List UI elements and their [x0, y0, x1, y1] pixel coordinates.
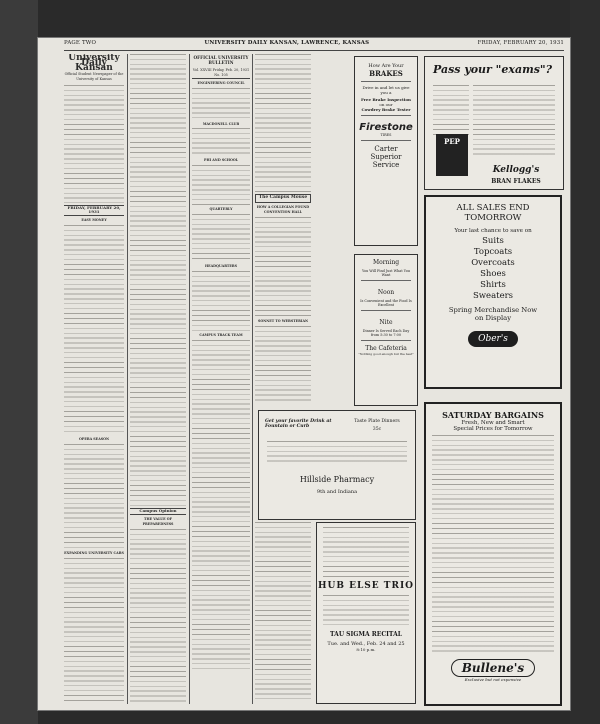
cafeteria-name: The Cafeteria — [365, 345, 407, 352]
opinion-text-2 — [130, 529, 186, 704]
cafeteria-nite: Nite — [379, 319, 393, 326]
cereal-box-image — [436, 134, 468, 176]
running-header — [64, 40, 564, 51]
cafeteria-nite-text: Dinner Is Served Each Day from 5:30 to 7:00 — [362, 329, 410, 337]
header-date: FRIDAY, FEBRUARY 20, 1931 — [477, 40, 564, 46]
lower-column — [255, 522, 311, 702]
trio-time: 8:10 p.m. — [356, 647, 376, 652]
pharmacy-ad — [258, 410, 416, 520]
brakes-headline: BRAKES — [369, 69, 403, 78]
bulletin-text — [192, 128, 250, 156]
brakes-line: Superior — [370, 153, 402, 161]
brakes-line: Service — [372, 161, 400, 169]
obers-item: Topcoats — [473, 247, 513, 257]
brakes-line: How Are Your — [368, 63, 404, 69]
bulletin-heading: ENGINEERING COUNCIL — [197, 80, 245, 85]
brakes-line: on our — [379, 102, 393, 107]
obers-logo: Ober's — [468, 331, 518, 347]
brakes-line: Free Brake Inspection — [361, 97, 411, 102]
kellogg-copy-left — [433, 85, 469, 135]
cafeteria-slogan: "Nothing good enough but the best" — [358, 352, 414, 356]
obers-item: Shoes — [480, 269, 506, 279]
bulletin-text — [192, 340, 250, 670]
cereal-box-label: PEP — [444, 137, 460, 146]
mouse-text-2 — [255, 326, 311, 404]
cafeteria-noon: Noon — [377, 289, 395, 296]
bullenes-tagline: Exclusive but not expensive — [464, 677, 522, 682]
paper-title: UNIVERSITY DAILY KANSAN, LAWRENCE, KANSAS — [204, 40, 370, 46]
editorial-heading-1: EASY MONEY — [81, 218, 107, 223]
trio-recital: TAU SIGMA RECITAL — [330, 631, 402, 638]
opinion-subheading: THE VALUE OF PREPAREDNESS — [142, 516, 174, 526]
bullenes-listings — [432, 435, 554, 655]
column-rule — [189, 54, 190, 704]
kellogg-headline: Pass your "exams"? — [433, 63, 553, 76]
editorial-text-3 — [64, 558, 124, 704]
cafeteria-ad — [354, 254, 418, 406]
opinion-column — [130, 54, 186, 704]
bulletin-heading: MACDONELL CLUB — [202, 121, 240, 126]
kellogg-product: BRAN FLAKES — [491, 178, 541, 185]
bullenes-h1: SATURDAY BARGAINS — [442, 410, 544, 420]
campus-opinion-heading: Campus Opinion — [130, 508, 186, 515]
brakes-line: Carter — [374, 145, 398, 153]
trio-ad — [316, 522, 416, 704]
kellogg-copy-right — [473, 85, 555, 157]
brakes-ad — [354, 56, 418, 246]
staff-box — [64, 85, 124, 203]
bullenes-h2: Fresh, New and Smart — [461, 420, 525, 426]
editorial-text-1 — [64, 225, 124, 435]
firestone-logo: Firestone — [359, 122, 413, 133]
pharmacy-h3: 35c — [372, 427, 382, 432]
cafeteria-noon-text: Is Convenient and the Food Is Excellent — [360, 299, 412, 307]
campus-mouse-title: The Campus Mouse — [255, 194, 311, 203]
opinion-text-1 — [130, 54, 186, 506]
pharmacy-h1: Get your favorite Drink at Fountain or Curb — [265, 419, 332, 429]
bulletin-heading: PHI AND SCHOOL — [203, 158, 239, 163]
bullenes-ad — [424, 402, 562, 706]
bulletin-heading: QUARTERLY — [209, 207, 233, 212]
obers-h4: Spring Merchandise Now — [448, 306, 538, 314]
brakes-line: TIRES — [380, 133, 392, 137]
obers-h2: TOMORROW — [464, 213, 522, 223]
bulletin-text — [192, 271, 250, 331]
bulletin-text — [192, 88, 250, 120]
lower-column-text — [255, 522, 311, 700]
bulletin-meta: Vol. XXVIII Friday, Feb. 20, 1931 No. 105 — [192, 67, 250, 77]
bulletin-heading: HEADQUARTERS — [204, 264, 238, 269]
column-rule — [127, 54, 128, 704]
bulletin-column — [192, 54, 250, 704]
cafeteria-morning: Morning — [372, 259, 400, 266]
bulletin-text — [192, 214, 250, 262]
bullenes-logo: Bullene's — [451, 659, 535, 677]
mouse-text-1 — [255, 217, 311, 317]
bulletin-heading: CAMPUS TRACK TEAM — [199, 333, 243, 338]
obers-item: Shirts — [480, 280, 506, 290]
obers-h5: on Display — [474, 314, 512, 322]
obers-h1: ALL SALES END — [456, 203, 530, 213]
trio-dates: Tue. and Wed., Feb. 24 and 25 — [327, 641, 405, 647]
obers-item: Overcoats — [471, 258, 515, 268]
obers-item: Sweaters — [472, 291, 514, 301]
mouse-heading-1: HOW A COLLEGIAN FOUND CONVENTION HALL — [256, 204, 310, 214]
bulletin-title: OFFICIAL UNIVERSITY BULLETIN — [193, 55, 249, 65]
editorial-heading-3: EXPANDING UNIVERSITY CARS — [64, 551, 124, 556]
obers-ad — [424, 195, 562, 389]
editorial-heading-2: OPERA SEASON — [78, 437, 110, 442]
pharmacy-h2: Taste Plate Dinners — [354, 419, 400, 424]
kellogg-brand: Kellogg's — [492, 165, 540, 175]
obers-h3: Your last chance to save on — [454, 228, 532, 234]
bullenes-h3: Special Prices for Tomorrow — [453, 426, 533, 432]
pharmacy-name: Hillside Pharmacy — [299, 475, 375, 484]
scan-left-edge — [0, 0, 38, 724]
column-rule — [252, 54, 253, 704]
editorial-text-2 — [64, 444, 124, 549]
brakes-line: Drive in and let us give you a — [362, 85, 410, 95]
obers-item: Suits — [482, 236, 504, 246]
scan-right-edge — [570, 0, 600, 724]
cafeteria-morning-text: You Will Find Just What You Want — [362, 269, 410, 277]
obers-item-list — [426, 236, 560, 302]
editorial-column — [64, 54, 124, 704]
pharmacy-copy — [267, 441, 407, 463]
mouse-heading-2: SONNET TO WEBSTERIAN — [257, 318, 309, 323]
brakes-line: Cowdrey Brake Tester — [361, 107, 411, 112]
pharmacy-address: 9th and Indiana — [316, 489, 358, 495]
page-number: PAGE TWO — [64, 40, 97, 46]
trio-copy — [323, 595, 409, 625]
mouse-text-top — [255, 54, 311, 192]
masthead-title: University Daily Kansan — [68, 54, 120, 73]
masthead-date: FRIDAY, FEBRUARY 20, 1931 — [64, 205, 124, 217]
trio-upper-copy — [323, 527, 409, 577]
masthead-sub: Official Student Newspaper of the University of Kansas — [64, 71, 124, 81]
trio-title: HUB ELSE TRIO — [318, 581, 414, 591]
bulletin-text — [192, 165, 250, 205]
campus-mouse-column — [255, 54, 311, 404]
